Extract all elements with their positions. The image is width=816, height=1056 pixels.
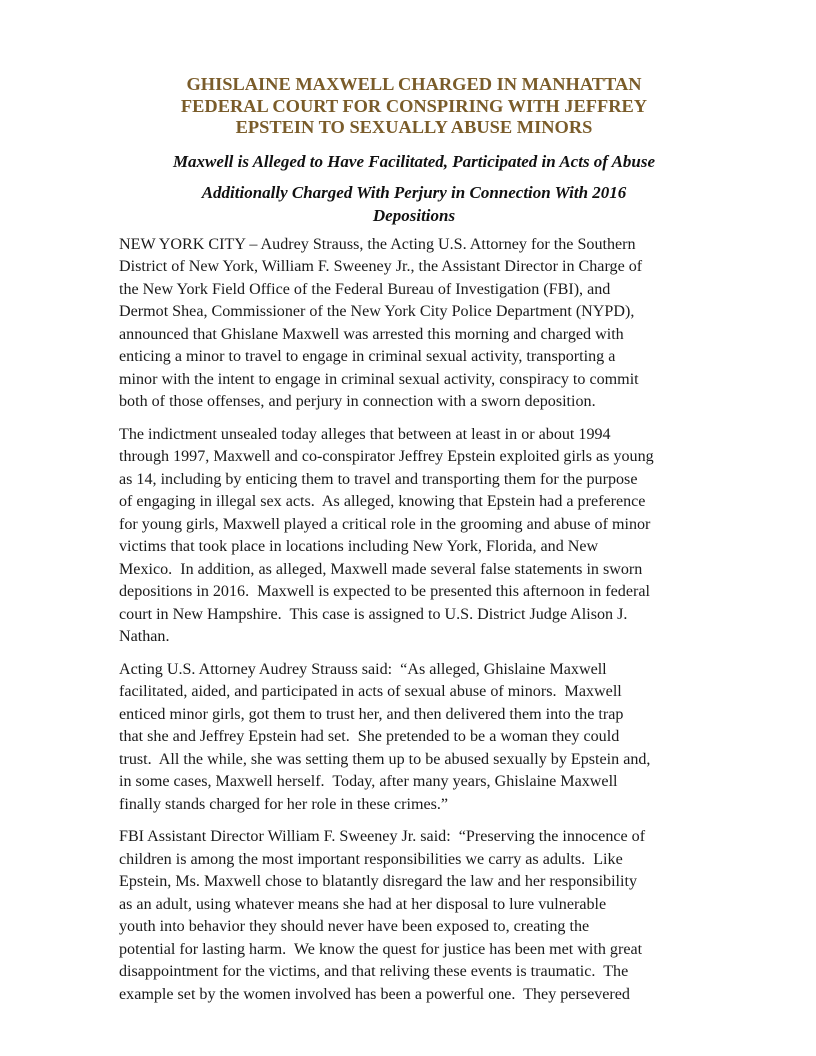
text-line: The indictment unsealed today alleges that between at least in or about 1994 xyxy=(119,425,611,443)
press-release-title xyxy=(119,74,709,139)
text-line: as 14, including by enticing them to travel and transporting them for the purpose xyxy=(119,470,638,488)
press-release-page xyxy=(119,74,709,1016)
text-line: NEW YORK CITY – Audrey Strauss, the Acting U.S. Attorney for the Southern xyxy=(119,235,636,253)
title-line: FEDERAL COURT FOR CONSPIRING WITH JEFFREY xyxy=(180,95,648,116)
text-line: FBI Assistant Director William F. Sweeney Jr. said: “Preserving the innocence of xyxy=(119,828,646,845)
text-line: of engaging in illegal sex acts. As alleged, knowing that Epstein had a preference xyxy=(119,493,646,510)
title-line: EPSTEIN TO SEXUALLY ABUSE MINORS xyxy=(235,117,593,137)
text-line: disappointment for the victims, and that reliving these events is traumatic. The xyxy=(119,963,629,980)
text-line: potential for lasting harm. We know the quest for justice has been met with great xyxy=(119,940,643,958)
text-line: District of New York, William F. Sweeney Jr., the Assistant Director in Charge of xyxy=(119,258,643,275)
text-line: announced that Ghislane Maxwell was arrested this morning and charged with xyxy=(119,325,624,343)
title-line: GHISLAINE MAXWELL CHARGED IN MANHATTAN xyxy=(186,74,642,94)
text-line: enticed minor girls, got them to trust her, and then delivered them into the trap xyxy=(119,705,624,723)
text-line: in some cases, Maxwell herself. Today, after many years, Ghislaine Maxwell xyxy=(119,773,618,790)
text-line: victims that took place in locations including New York, Florida, and New xyxy=(119,538,599,555)
text-line: as an adult, using whatever means she had at her disposal to lure vulnerable xyxy=(119,895,607,913)
subheading-line: Depositions xyxy=(372,205,456,225)
subheading-perjury xyxy=(119,181,709,227)
text-line: minor with the intent to engage in criminal sexual activity, conspiracy to commit xyxy=(119,370,639,388)
subheading-line: Maxwell is Alleged to Have Facilitated, Participated in Acts of Abuse xyxy=(172,151,656,171)
text-line: enticing a minor to travel to engage in criminal sexual activity, transporting a xyxy=(119,348,616,365)
subheading-allegation xyxy=(119,150,709,173)
paragraph-strauss-quote xyxy=(119,659,709,817)
text-line: Epstein, Ms. Maxwell chose to blatantly disregard the law and her responsibility xyxy=(119,873,638,890)
paragraph-sweeney-quote xyxy=(119,826,709,1006)
subheading-line: Additionally Charged With Perjury in Connection With 2016 xyxy=(201,182,627,202)
text-line: children is among the most important responsibilities we carry as adults. Like xyxy=(119,850,623,868)
text-line: through 1997, Maxwell and co-conspirator Jeffrey Epstein exploited girls as young xyxy=(119,448,654,465)
text-line: finally stands charged for her role in these crimes.” xyxy=(119,795,449,813)
text-line: the New York Field Office of the Federal Bureau of Investigation (FBI), and xyxy=(119,280,611,298)
paragraph-announcement xyxy=(119,234,709,414)
text-line: both of those offenses, and perjury in connection with a sworn deposition. xyxy=(119,393,596,410)
text-line: Mexico. In addition, as alleged, Maxwell made several false statements in sworn xyxy=(119,560,643,578)
text-line: youth into behavior they should never have been exposed to, creating the xyxy=(119,918,590,935)
text-line: court in New Hampshire. This case is assigned to U.S. District Judge Alison J. xyxy=(119,605,628,623)
text-line: Nathan. xyxy=(119,628,170,645)
text-line: Dermot Shea, Commissioner of the New York City Police Department (NYPD), xyxy=(119,303,635,320)
text-line: that she and Jeffrey Epstein had set. She pretended to be a woman they could xyxy=(119,728,620,745)
text-line: Acting U.S. Attorney Audrey Strauss said: “As alleged, Ghislaine Maxwell xyxy=(119,660,607,678)
text-line: facilitated, aided, and participated in acts of sexual abuse of minors. Maxwell xyxy=(119,683,622,700)
paragraph-indictment xyxy=(119,424,709,649)
text-line: example set by the women involved has been a powerful one. They persevered xyxy=(119,985,630,1003)
text-line: depositions in 2016. Maxwell is expected to be presented this afternoon in federal xyxy=(119,583,650,600)
text-line: trust. All the while, she was setting them up to be abused sexually by Epstein and, xyxy=(119,750,651,768)
text-line: for young girls, Maxwell played a critical role in the grooming and abuse of minor xyxy=(119,515,651,533)
